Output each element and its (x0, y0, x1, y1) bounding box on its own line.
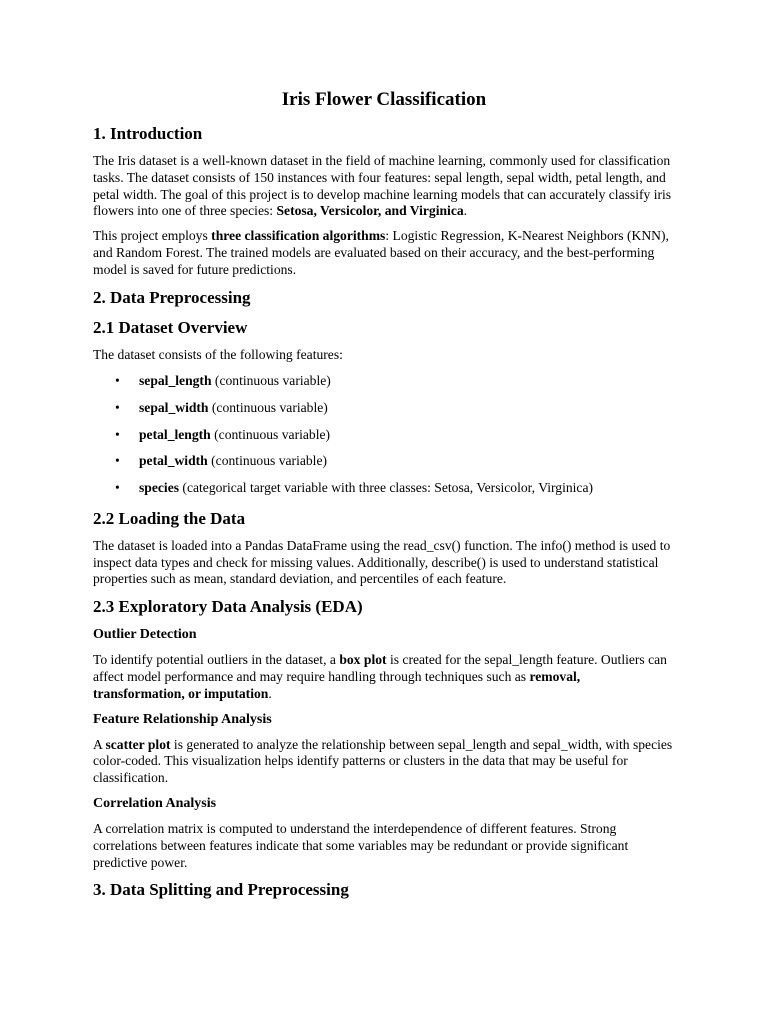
subsection-heading-eda: 2.3 Exploratory Data Analysis (EDA) (93, 597, 363, 617)
feature-desc: (continuous variable) (210, 426, 331, 442)
list-item (93, 427, 675, 454)
document-page (93, 88, 675, 901)
feature-text: is generated to analyze the relationship between sepal_length and sepal_width, with species color-coded. This visualization helps identify patterns or clusters in the data that may be useful for classification. (93, 736, 673, 786)
outlier-paragraph (93, 652, 675, 702)
outlier-text-end: . (268, 685, 272, 701)
feature-desc: (categorical target variable with three classes: Setosa, Versicolor, Virginica) (179, 479, 594, 495)
bullet-icon: • (115, 453, 120, 469)
intro-paragraph-1 (93, 153, 675, 220)
intro-text-end: . (463, 203, 468, 219)
section-heading-data-preprocessing: 2. Data Preprocessing (93, 287, 251, 307)
feature-text: A (93, 736, 106, 752)
intro-paragraph-2 (93, 228, 675, 278)
list-item (93, 373, 675, 400)
intro-text: This project employs (93, 228, 212, 244)
heading-correlation-analysis: Correlation Analysis (93, 795, 217, 811)
heading-outlier-detection: Outlier Detection (93, 627, 197, 643)
feature-name: petal_length (139, 426, 211, 442)
techniques-emphasis: removal, transformation, or imputation (93, 668, 581, 701)
list-item (93, 453, 675, 480)
feature-relationship-paragraph (93, 737, 675, 787)
feature-desc: (continuous variable) (207, 453, 328, 469)
section-heading-data-splitting: 3. Data Splitting and Preprocessing (93, 880, 349, 900)
list-item (93, 480, 675, 500)
species-emphasis: Setosa, Versicolor, and Virginica (276, 203, 464, 219)
feature-list (93, 373, 675, 499)
subsection-heading-dataset-overview: 2.1 Dataset Overview (93, 317, 248, 337)
subsection-heading-loading-data: 2.2 Loading the Data (93, 508, 246, 528)
algorithms-emphasis: three classification algorithms (211, 228, 386, 244)
document-title: Iris Flower Classification (281, 89, 487, 110)
list-item (93, 400, 675, 427)
bullet-icon: • (115, 399, 120, 415)
feature-desc: (continuous variable) (208, 399, 328, 415)
feature-name: species (139, 479, 180, 495)
loading-paragraph: The dataset is loaded into a Pandas DataFrame using the read_csv() function. The info() method is used to inspect data types and check for missing values. Additionally, describe() is used to understand statistical properties such as mean, standard deviation, and percentiles of each feature. (93, 537, 671, 587)
box-plot-emphasis: box plot (339, 652, 387, 668)
section-heading-introduction: 1. Introduction (93, 124, 203, 143)
correlation-paragraph: A correlation matrix is computed to understand the interdependence of different features. Strong correlations between features indicate that some variables may be redundant or provide significant predictive power. (93, 820, 629, 870)
feature-name: sepal_width (139, 399, 209, 415)
intro-text: The Iris dataset is a well-known dataset in the field of machine learning, commonly used for classification tasks. The dataset consists of 150 instances with four features: sepal length, sepal width, petal length, and petal width. The goal of this project is to develop machine learning models that can accurately classify iris flowers into one of three species: (93, 153, 672, 219)
heading-feature-relationship: Feature Relationship Analysis (93, 711, 272, 727)
feature-name: sepal_length (139, 373, 212, 389)
outlier-text: is created for the sepal_length feature. Outliers can affect model performance and may require handling through techniques such as (93, 652, 667, 684)
bullet-icon: • (115, 373, 120, 389)
bullet-icon: • (115, 426, 120, 442)
overview-paragraph: The dataset consists of the following features: (93, 346, 343, 362)
bullet-icon: • (115, 479, 120, 495)
outlier-text: To identify potential outliers in the dataset, a (93, 652, 340, 668)
feature-name: petal_width (139, 453, 208, 469)
scatter-plot-emphasis: scatter plot (105, 736, 171, 752)
feature-desc: (continuous variable) (211, 373, 331, 389)
intro-text: : Logistic Regression, K-Nearest Neighbors (KNN), and Random Forest. The trained models are evaluated based on their accuracy, and the best-performing model is saved for future predictions. (93, 228, 669, 277)
